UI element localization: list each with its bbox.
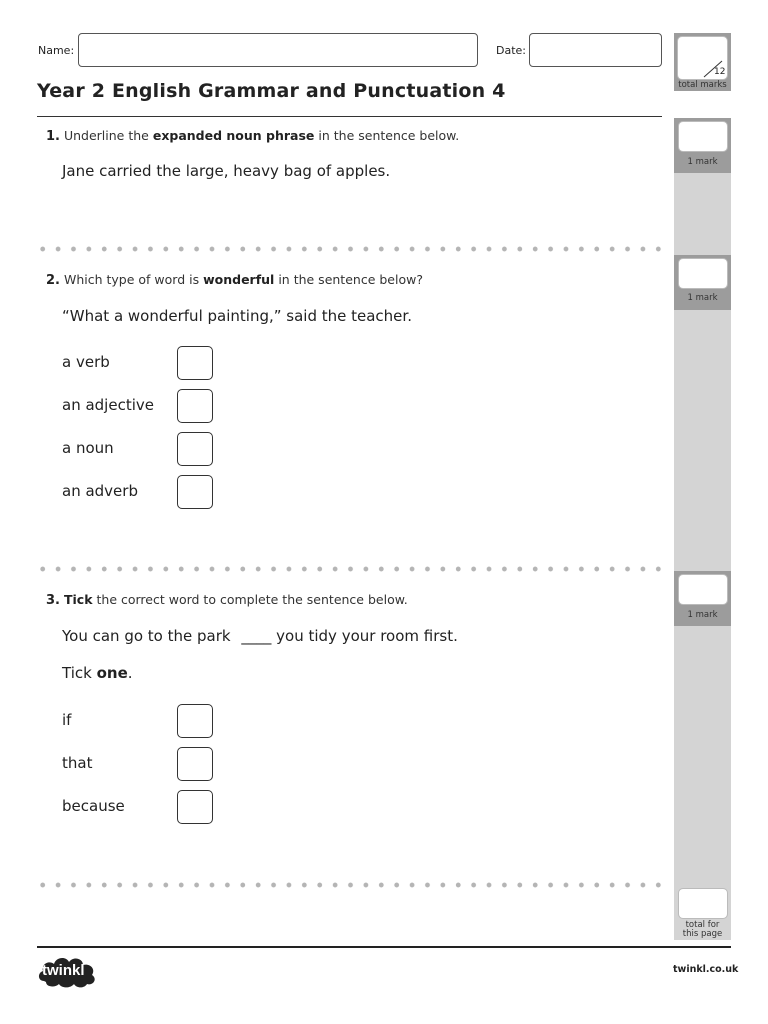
twinkl-logo [36,951,100,991]
separator-dots-1 [35,246,665,252]
q3-mark-label: 1 mark [687,610,718,620]
q2-number: 2. [46,273,60,288]
q2-option-label: a verb [62,353,110,371]
q2-prompt-before: Which type of word is [63,272,200,287]
footer-url[interactable]: twinkl.co.uk [673,964,739,975]
q3-sentence-before: You can go to the park [62,627,231,645]
q3-instruction [62,664,133,682]
q3-instruction-after: . [127,664,133,682]
page-total-label-1: total for [685,920,720,930]
q2-option-checkbox[interactable] [177,475,213,509]
q3-sentence-after: you tidy your room first. [276,627,458,645]
q1-number: 1. [46,129,60,144]
q2-option-checkbox[interactable] [177,432,213,466]
separator-dots-3 [35,882,665,888]
q2-prompt-bold: wonderful [203,272,275,287]
q2-option-label: an adverb [62,482,138,500]
page-total-label-2: this page [682,929,723,939]
marks-column [674,118,731,940]
q3-option-checkbox[interactable] [177,747,213,781]
q3-option-checkbox[interactable] [177,790,213,824]
q2-option-checkbox[interactable] [177,389,213,423]
name-label: Name: [38,44,75,57]
q3-option-label: because [62,797,125,815]
q2-option-label: an adjective [62,396,154,414]
q3-prompt-after: the correct word to complete the sentence below. [96,592,408,607]
q1-sentence[interactable]: Jane carried the large, heavy bag of apples. [62,162,391,180]
total-marks-box[interactable] [677,36,728,80]
q1-prompt-bold: expanded noun phrase [152,128,315,143]
footer-rule [37,946,731,948]
q1-mark-label: 1 mark [687,157,718,167]
q2-option-checkbox[interactable] [177,346,213,380]
q1-prompt-after: in the sentence below. [318,128,460,143]
q2-mark-box[interactable] [678,258,728,289]
q3-blank: ____ [241,627,272,645]
q2-mark-label: 1 mark [687,293,718,303]
separator-dots-2 [35,566,665,572]
page-total-box[interactable] [678,888,728,919]
q3-option-label: if [62,711,72,729]
q3-prompt-bold: Tick [63,592,93,607]
name-field[interactable] [78,33,478,67]
q1-prompt-before: Underline the [63,128,149,143]
date-field[interactable] [529,33,662,67]
q3-mark-box[interactable] [678,574,728,605]
total-marks-value: 12 [714,67,726,77]
q1-mark-box[interactable] [678,121,728,152]
page-title: Year 2 English Grammar and Punctuation 4 [37,80,506,102]
date-label: Date: [496,44,526,57]
q2-sentence: “What a wonderful painting,” said the teacher. [62,307,412,325]
q3-sentence [62,627,458,645]
q3-instruction-before: Tick [62,664,92,682]
total-marks-label: total marks [678,80,727,90]
q3-number: 3. [46,593,60,608]
q2-prompt-after: in the sentence below? [278,272,423,287]
q3-option-checkbox[interactable] [177,704,213,738]
q2-option-label: a noun [62,439,114,457]
twinkl-logo-text: twinkl [42,962,85,979]
q1-prompt [46,128,459,144]
q3-option-label: that [62,754,93,772]
q3-prompt [46,592,408,608]
q2-prompt [46,272,423,288]
title-divider [37,116,662,117]
q3-instruction-bold: one [96,664,128,682]
